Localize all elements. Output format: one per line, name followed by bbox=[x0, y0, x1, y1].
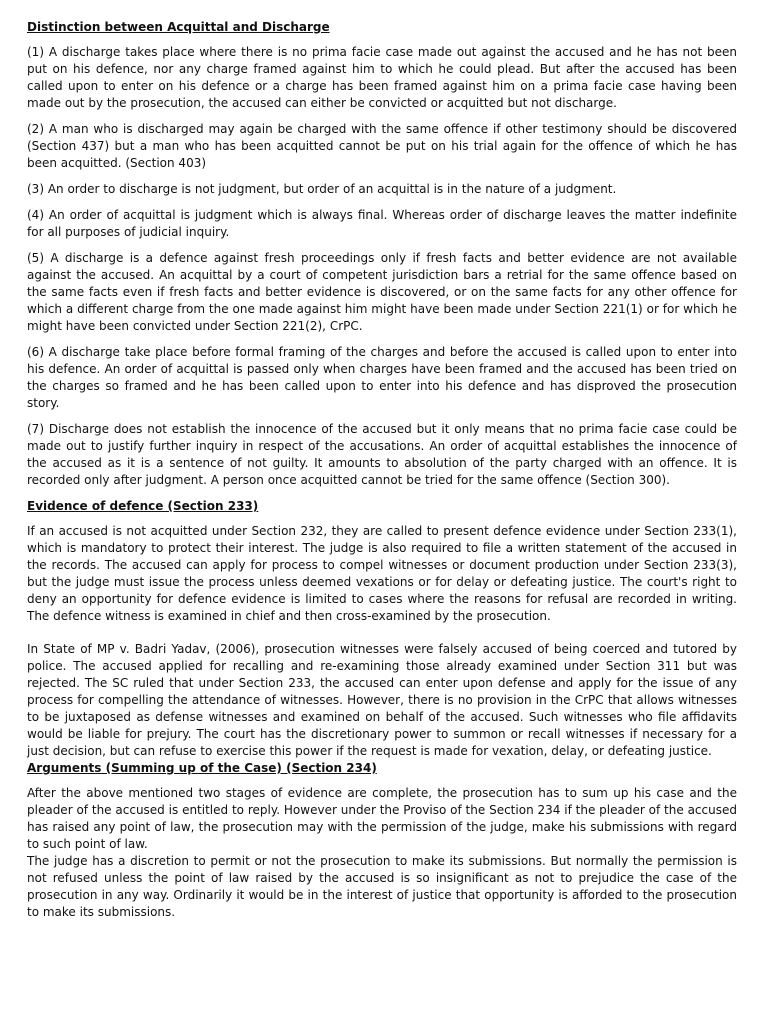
paragraph-evidence-2: In State of MP v. Badri Yadav, (2006), prosecution witnesses were falsely accused of being coerced and tutored by police. The accused applied for recalling and re-examining those already examined under Section 311 but was rejected. The SC ruled that under Section 233, the accused can enter upon defense and apply for the issue of any process for compelling the attendance of witnesses. However, there is no provision in the CrPC that allows witnesses to be juxtaposed as defense witnesses and examined on behalf of the accused. Such witnesses who file affidavits would be liable for prejury. The court has the discretionary power to summon or recall witnesses if necessary for a just decision, but can refuse to exercise this power if the request is made for vexation, delay, or defeating justice. bbox=[27, 642, 737, 758]
section-heading-evidence: Evidence of defence (Section 233) bbox=[27, 499, 259, 513]
paragraph-distinction-7: (7) Discharge does not establish the innocence of the accused but it only means that no prima facie case could be made out to justify further inquiry in respect of the accusations. An order of acquittal establishes the innocence of the accused as it is a sentence of not guilty. It amounts to absolution of the party charged with an offence. It is recorded only after judgment. A person once acquitted cannot be tried for the same offence (Section 300). bbox=[27, 422, 737, 487]
section-distinction bbox=[27, 19, 737, 489]
paragraph-arguments-1: After the above mentioned two stages of evidence are complete, the prosecution has to sum up his case and the pleader of the accused is entitled to reply. However under the Proviso of the Section 234 if the pleader of the accused has raised any point of law, the prosecution may with the permission of the judge, make his submissions with regard to such point of law. bbox=[27, 786, 737, 851]
paragraph-distinction-6: (6) A discharge take place before formal framing of the charges and before the accused is called upon to enter into his defence. An order of acquittal is passed only when charges have been framed and the accused has been tried on the charges so framed and he has been called upon to enter into his defence and has disproved the prosecution story. bbox=[27, 345, 737, 410]
paragraph-distinction-3: (3) An order to discharge is not judgment, but order of an acquittal is in the nature of a judgment. bbox=[27, 182, 617, 196]
paragraph-evidence-1: If an accused is not acquitted under Section 232, they are called to present defence evidence under Section 233(1), which is mandatory to protect their interest. The judge is also required to file a written statement of the accused in the records. The accused can apply for process to compel witnesses or document production under Section 233(3), but the judge must issue the process unless deemed vexations or for delay or defeating justice. The court's right to deny an opportunity for defence evidence is limited to cases where the reasons for refusal are recorded in writing. The defence witness is examined in chief and then cross-examined by the prosecution. bbox=[27, 524, 737, 623]
paragraph-arguments-2: The judge has a discretion to permit or not the prosecution to make its submissions. But normally the permission is not refused unless the point of law raised by the accused is so insignificant as not to prejudice the case of the prosecution in any way. Ordinarily it would be in the interest of justice that opportunity is afforded to the prosecution to make its submissions. bbox=[27, 854, 737, 919]
document-page bbox=[27, 19, 737, 921]
section-arguments bbox=[27, 760, 737, 921]
section-heading-arguments: Arguments (Summing up of the Case) (Section 234) bbox=[27, 761, 377, 775]
section-evidence bbox=[27, 498, 737, 760]
paragraph-distinction-2: (2) A man who is discharged may again be charged with the same offence if other testimony should be discovered (Section 437) but a man who has been acquitted cannot be put on his trial again for the offence of which he has been acquitted. (Section 403) bbox=[27, 122, 737, 170]
paragraph-distinction-1: (1) A discharge takes place where there is no prima facie case made out against the accused and he has not been put on his defence, nor any charge framed against him to which he could plead. But after the accused has been called upon to enter on his defence or a charge has been framed against him on a prima facie case having been made out by the prosecution, the accused can either be convicted or acquitted but not discharge. bbox=[27, 45, 737, 110]
paragraph-distinction-4: (4) An order of acquittal is judgment which is always final. Whereas order of discharge leaves the matter indefinite for all purposes of judicial inquiry. bbox=[27, 208, 737, 239]
section-heading-distinction: Distinction between Acquittal and Discharge bbox=[27, 20, 330, 34]
paragraph-distinction-5: (5) A discharge is a defence against fresh proceedings only if fresh facts and better evidence are not available against the accused. An acquittal by a court of competent jurisdiction bars a retrial for the same offence based on the same facts even if fresh facts and better evidence is discovered, or on the same facts for any other offence for which a different charge from the one made against him might have been made under Section 221(1) or for which he might have been convicted under Section 221(2), CrPC. bbox=[27, 251, 737, 333]
